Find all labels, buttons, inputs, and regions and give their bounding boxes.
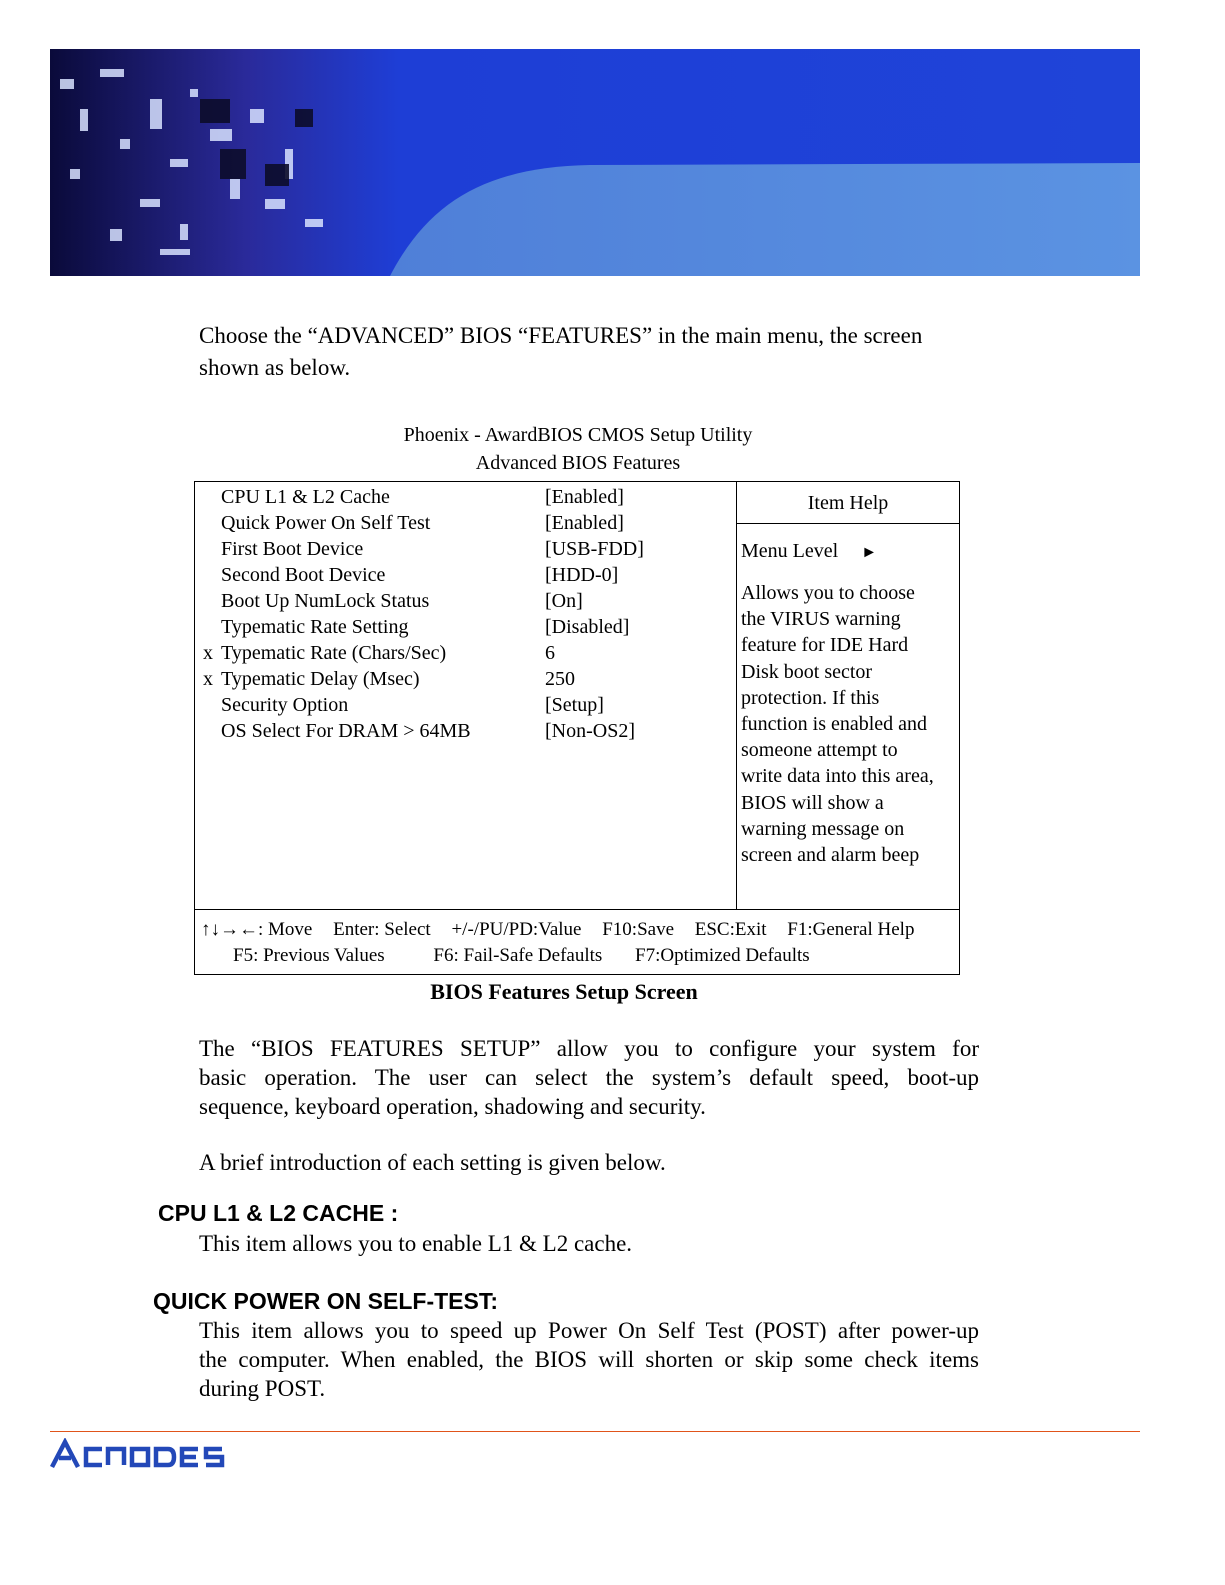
setting-value[interactable]: [Setup] xyxy=(545,694,604,716)
setting-row-first-boot[interactable] xyxy=(203,536,733,562)
item-help-text xyxy=(741,580,957,868)
bios-screen-subtitle: Advanced BIOS Features xyxy=(475,452,681,474)
setting-value[interactable]: [On] xyxy=(545,590,583,612)
key-legend-line-1 xyxy=(201,917,957,943)
setting-value[interactable]: [Enabled] xyxy=(545,512,624,534)
figure-caption: BIOS Features Setup Screen xyxy=(430,979,698,1004)
section-text-quick-post xyxy=(199,1316,979,1403)
setting-label: Typematic Rate (Chars/Sec) xyxy=(221,642,447,664)
setting-row-typematic-delay xyxy=(203,666,733,692)
bios-screen-title xyxy=(194,421,962,477)
setting-label: Boot Up NumLock Status xyxy=(221,590,430,612)
item-help-header: Item Help xyxy=(807,492,889,514)
circuit-board-banner-image xyxy=(50,49,1140,276)
section-text-cpu-cache xyxy=(199,1229,979,1258)
bios-screen xyxy=(194,481,960,975)
paragraph-line: This item allows you to speed up Power On Self Test (POST) after power-up xyxy=(199,1318,979,1343)
setting-label: Typematic Rate Setting xyxy=(221,616,409,638)
paragraph-line: A brief introduction of each setting is given below. xyxy=(199,1150,666,1175)
key-select: Enter: Select xyxy=(333,919,431,940)
setting-row-os-select[interactable] xyxy=(203,718,733,744)
setting-label: CPU L1 & L2 Cache xyxy=(221,486,390,508)
setting-disabled-mark: x xyxy=(203,668,213,690)
setting-label: Security Option xyxy=(221,694,349,716)
paragraph-line: the computer. When enabled, the BIOS will shorten or skip some check items xyxy=(199,1347,979,1372)
setting-label: OS Select For DRAM > 64MB xyxy=(221,720,471,742)
help-line: feature for IDE Hard xyxy=(741,634,909,657)
setting-row-cpu-cache[interactable] xyxy=(203,484,733,510)
header-banner xyxy=(50,49,1140,276)
bios-vertical-divider xyxy=(736,482,737,909)
setting-value[interactable]: [Non-OS2] xyxy=(545,720,635,742)
help-line: BIOS will show a xyxy=(741,791,884,814)
paragraph-line: This item allows you to enable L1 & L2 cache. xyxy=(199,1231,633,1256)
key-legend xyxy=(201,917,957,969)
setting-label: Second Boot Device xyxy=(221,564,386,586)
help-line: Allows you to choose xyxy=(741,582,915,604)
setting-row-security[interactable] xyxy=(203,692,733,718)
setting-value[interactable]: [Disabled] xyxy=(545,616,630,638)
help-line: the VIRUS warning xyxy=(741,608,901,631)
setting-value[interactable]: [HDD-0] xyxy=(545,564,619,586)
intro-line-1: Choose the “ADVANCED” BIOS “FEATURES” in the main menu, the screen xyxy=(199,323,923,348)
setting-value: 250 xyxy=(545,668,575,690)
setting-value: 6 xyxy=(545,642,555,664)
acnodes-logo xyxy=(50,1438,250,1475)
help-line: function is enabled and xyxy=(741,713,928,736)
features-paragraph xyxy=(199,1034,979,1121)
help-line: warning message on xyxy=(741,817,905,840)
intro-line-2: shown as below. xyxy=(199,355,351,380)
setting-value[interactable]: [USB-FDD] xyxy=(545,538,644,560)
acnodes-logo-mark xyxy=(50,1438,250,1470)
paragraph-line: The “BIOS FEATURES SETUP” allow you to configure your system for xyxy=(199,1036,979,1061)
settings-list xyxy=(203,484,733,744)
section-heading-quick-post: QUICK POWER ON SELF-TEST: xyxy=(153,1288,498,1314)
help-line: protection. If this xyxy=(741,686,880,709)
setting-row-quick-post[interactable] xyxy=(203,510,733,536)
setting-row-typematic-rate xyxy=(203,640,733,666)
help-line: screen and alarm beep xyxy=(741,844,920,867)
paragraph-line: during POST. xyxy=(199,1376,326,1401)
paragraph-line: basic operation. The user can select the system’s default speed, boot-up xyxy=(199,1065,979,1090)
help-line: Disk boot sector xyxy=(741,660,873,683)
key-value: +/-/PU/PD:Value xyxy=(451,919,582,940)
key-legend-line-2 xyxy=(201,943,957,969)
intro-paragraph xyxy=(199,320,989,384)
key-previous-values: F5: Previous Values xyxy=(233,945,385,966)
key-move: ↑↓→←: Move xyxy=(201,919,313,940)
key-exit: ESC:Exit xyxy=(694,919,767,940)
setting-row-second-boot[interactable] xyxy=(203,562,733,588)
key-help: F1:General Help xyxy=(787,919,915,940)
bios-horizontal-divider xyxy=(195,909,959,910)
setting-label: Typematic Delay (Msec) xyxy=(221,668,420,690)
setting-value[interactable]: [Enabled] xyxy=(545,486,624,508)
triangle-right-icon: ► xyxy=(861,544,878,561)
help-line: write data into this area, xyxy=(741,765,934,788)
footer-divider xyxy=(50,1431,1140,1432)
section-heading-cpu-cache: CPU L1 & L2 CACHE : xyxy=(158,1200,399,1226)
key-save: F10:Save xyxy=(602,919,674,940)
paragraph-line: sequence, keyboard operation, shadowing and security. xyxy=(199,1094,706,1119)
key-fail-safe-defaults: F6: Fail-Safe Defaults xyxy=(433,945,603,966)
setting-label: Quick Power On Self Test xyxy=(221,512,431,534)
setting-disabled-mark: x xyxy=(203,642,213,664)
brief-introduction xyxy=(199,1148,979,1177)
key-optimized-defaults: F7:Optimized Defaults xyxy=(635,945,810,966)
bios-utility-title: Phoenix - AwardBIOS CMOS Setup Utility xyxy=(403,424,753,446)
setting-row-numlock[interactable] xyxy=(203,588,733,614)
setting-label: First Boot Device xyxy=(221,538,364,560)
setting-row-typematic-setting[interactable] xyxy=(203,614,733,640)
help-line: someone attempt to xyxy=(741,739,898,762)
menu-level xyxy=(741,540,877,563)
help-header-divider xyxy=(736,523,960,524)
menu-level-label: Menu Level xyxy=(741,540,839,562)
